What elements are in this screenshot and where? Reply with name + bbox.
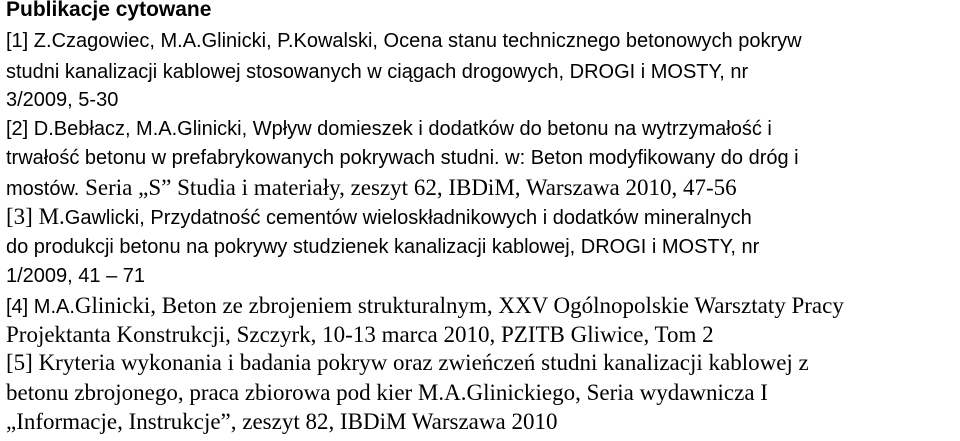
- reference-line: studni kanalizacji kablowej stosowanych w ciągach drogowych, DROGI i MOSTY, nr: [6, 61, 749, 83]
- reference-line: [5] Kryteria wykonania i badania pokryw oraz zwieńczeń studni kanalizacji kablowej z: [6, 350, 809, 375]
- reference-line: „Informacje, Instrukcje”, zeszyt 82, IBDiM Warszawa 2010: [6, 409, 558, 434]
- reference-line: [6, 204, 752, 230]
- reference-line: do produkcji betonu na pokrywy studzienek kanalizacji kablowej, DROGI i MOSTY, nr: [6, 236, 760, 258]
- reference-segment: [3] M.: [6, 204, 65, 229]
- reference-line: trwałość betonu w prefabrykowanych pokrywach studni. w: Beton modyfikowany do dróg i: [6, 147, 799, 169]
- reference-line: [6, 175, 737, 201]
- reference-line: [6, 293, 844, 319]
- reference-segment: mostów.: [6, 178, 80, 200]
- reference-segment: Gawlicki, Przydatność cementów wieloskładnikowych i dodatków mineralnych: [64, 207, 752, 229]
- reference-line: 3/2009, 5-30: [6, 89, 119, 111]
- reference-segment: Glinicki, Beton ze zbrojeniem strukturalnym, XXV Ogólnopolskie Warsztaty Pracy: [74, 293, 844, 318]
- reference-line: [2] D.Bebłacz, M.A.Glinicki, Wpływ domieszek i dodatków do betonu na wytrzymałość i: [6, 118, 772, 140]
- reference-line: 1/2009, 41 – 71: [6, 265, 146, 287]
- section-heading: Publikacje cytowane: [6, 0, 212, 21]
- reference-line: Projektanta Konstrukcji, Szczyrk, 10-13 marca 2010, PZITB Gliwice, Tom 2: [6, 322, 714, 347]
- reference-line: betonu zbrojonego, praca zbiorowa pod kier M.A.Glinickiego, Seria wydawnicza I: [6, 380, 768, 405]
- reference-segment: Seria „S” Studia i materiały, zeszyt 62, IBDiM, Warszawa 2010, 47-56: [79, 175, 737, 200]
- reference-line: [1] Z.Czagowiec, M.A.Glinicki, P.Kowalski, Ocena stanu technicznego betonowych pokryw: [6, 30, 802, 52]
- reference-segment: [4] M.A.: [6, 296, 75, 318]
